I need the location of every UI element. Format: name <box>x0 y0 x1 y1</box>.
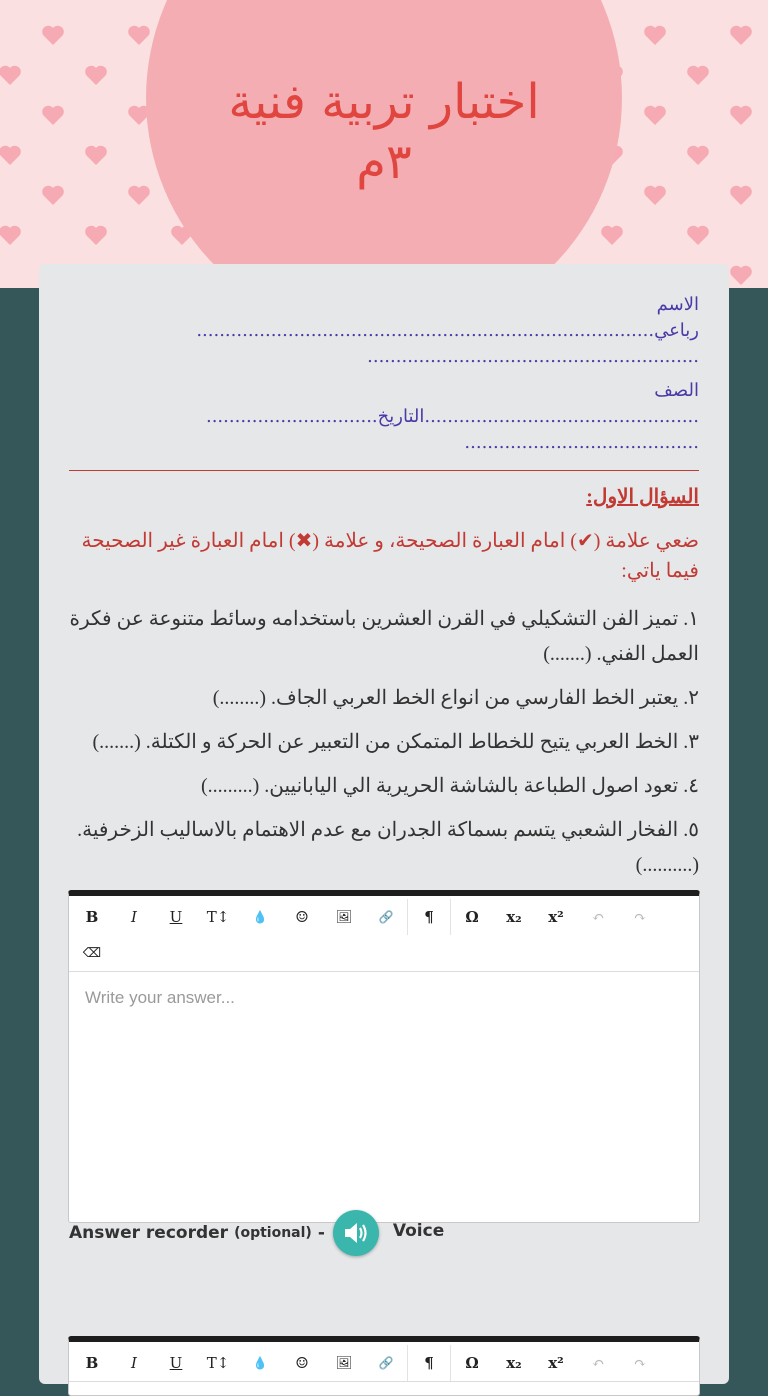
heart-icon <box>729 184 753 206</box>
heart-icon <box>127 24 151 46</box>
undo-icon[interactable]: ↶ <box>591 908 605 926</box>
page-title <box>146 72 622 192</box>
title-line-2: ٣م <box>356 134 412 190</box>
heart-icon <box>84 224 108 246</box>
name-line: رباعي................................................................................ <box>196 320 699 341</box>
quiz-card <box>39 264 729 1384</box>
header-banner <box>0 0 768 288</box>
heart-icon <box>729 24 753 46</box>
color-icon[interactable]: 💧 <box>252 910 268 924</box>
image-icon[interactable]: 🖼 <box>335 909 353 925</box>
superscript-button[interactable]: x² <box>548 1354 564 1372</box>
heart-icon <box>643 184 667 206</box>
image-icon[interactable]: 🖼 <box>335 1355 353 1371</box>
heart-icon <box>84 64 108 86</box>
heart-icon <box>686 224 710 246</box>
question-heading: السؤال الاول: <box>586 486 699 508</box>
heart-icon <box>729 264 753 286</box>
recorder-dash: - <box>317 1223 325 1243</box>
recorder-label: Answer recorder <box>69 1223 229 1243</box>
heart-icon <box>643 24 667 46</box>
heart-icon <box>686 144 710 166</box>
editor-toolbar-2 <box>69 1342 699 1382</box>
subscript-button[interactable]: x₂ <box>506 908 522 926</box>
heart-icon <box>84 144 108 166</box>
link-icon[interactable]: 🔗 <box>365 899 408 935</box>
speaker-icon <box>342 1220 370 1246</box>
voice-record-button[interactable] <box>333 1210 379 1256</box>
name-label: الاسم <box>656 294 699 315</box>
question-item: ١. تميز الفن التشكيلي في القرن العشرين باستخدامه وسائط متنوعة عن فكرة العمل الفني. (.......) <box>69 608 699 665</box>
question-item: ٥. الفخار الشعبي يتسم بسماكة الجدران مع عدم الاهتمام بالاساليب الزخرفية. (..........) <box>77 819 699 876</box>
underline-button[interactable]: U <box>169 1354 183 1372</box>
answer-textarea[interactable]: Write your answer... <box>85 988 235 1007</box>
heart-icon <box>729 104 753 126</box>
heart-icon <box>643 104 667 126</box>
special-char-icon[interactable]: Ω <box>465 908 479 926</box>
heart-icon <box>0 144 22 166</box>
heart-icon <box>41 184 65 206</box>
divider <box>69 470 699 471</box>
heart-icon <box>41 24 65 46</box>
answer-editor <box>68 890 700 1223</box>
font-size-button[interactable]: T↕ <box>206 908 230 926</box>
class-line: ................................................التاريخ.............................. <box>205 406 699 427</box>
title-line-1: اختبار تربية فنية <box>228 74 540 130</box>
link-icon[interactable]: 🔗 <box>365 1345 408 1381</box>
editor-toolbar <box>69 896 699 972</box>
heart-icon <box>0 224 22 246</box>
student-info <box>69 292 699 456</box>
emoji-icon[interactable]: ☺ <box>295 908 309 926</box>
heart-icon <box>600 224 624 246</box>
italic-button[interactable]: I <box>131 1354 137 1372</box>
eraser-icon[interactable]: ⌫ <box>82 945 102 961</box>
answer-editor-2 <box>68 1336 700 1396</box>
emoji-icon[interactable]: ☺ <box>295 1354 309 1372</box>
color-icon[interactable]: 💧 <box>252 1356 268 1370</box>
question-item: ٢. يعتبر الخط الفارسي من انواع الخط العربي الجاف. (........) <box>212 687 699 709</box>
heart-icon <box>686 64 710 86</box>
question-items <box>69 602 699 892</box>
question-item: ٤. تعود اصول الطباعة بالشاشة الحريرية الي اليابانيين. (.........) <box>200 775 699 797</box>
italic-button[interactable]: I <box>131 908 137 926</box>
bold-button[interactable]: B <box>85 908 99 926</box>
heart-icon <box>0 64 22 86</box>
heart-icon <box>41 104 65 126</box>
redo-icon[interactable]: ↷ <box>633 1354 647 1372</box>
bold-button[interactable]: B <box>85 1354 99 1372</box>
redo-icon[interactable]: ↷ <box>633 908 647 926</box>
paragraph-direction-icon[interactable]: ¶ <box>408 899 451 935</box>
special-char-icon[interactable]: Ω <box>465 1354 479 1372</box>
recorder-optional: (optional) <box>234 1225 312 1241</box>
superscript-button[interactable]: x² <box>548 908 564 926</box>
answer-recorder <box>69 1210 444 1256</box>
underline-button[interactable]: U <box>169 908 183 926</box>
class-label: الصف <box>654 380 699 401</box>
name-line-cont: .......................................................... <box>367 346 699 367</box>
question-instruction: ضعي علامة (✔) امام العبارة الصحيحة، و علامة (✖) امام العبارة غير الصحيحة فيما ياتي: <box>81 530 699 582</box>
voice-label: Voice <box>392 1221 445 1241</box>
subscript-button[interactable]: x₂ <box>506 1354 522 1372</box>
undo-icon[interactable]: ↶ <box>591 1354 605 1372</box>
question-item: ٣. الخط العربي يتيح للخطاط المتمكن من التعبير عن الحركة و الكتلة. (.......) <box>92 731 699 753</box>
font-size-button[interactable]: T↕ <box>206 1354 230 1372</box>
class-line-cont: ......................................... <box>464 432 699 453</box>
paragraph-direction-icon[interactable]: ¶ <box>408 1345 451 1381</box>
